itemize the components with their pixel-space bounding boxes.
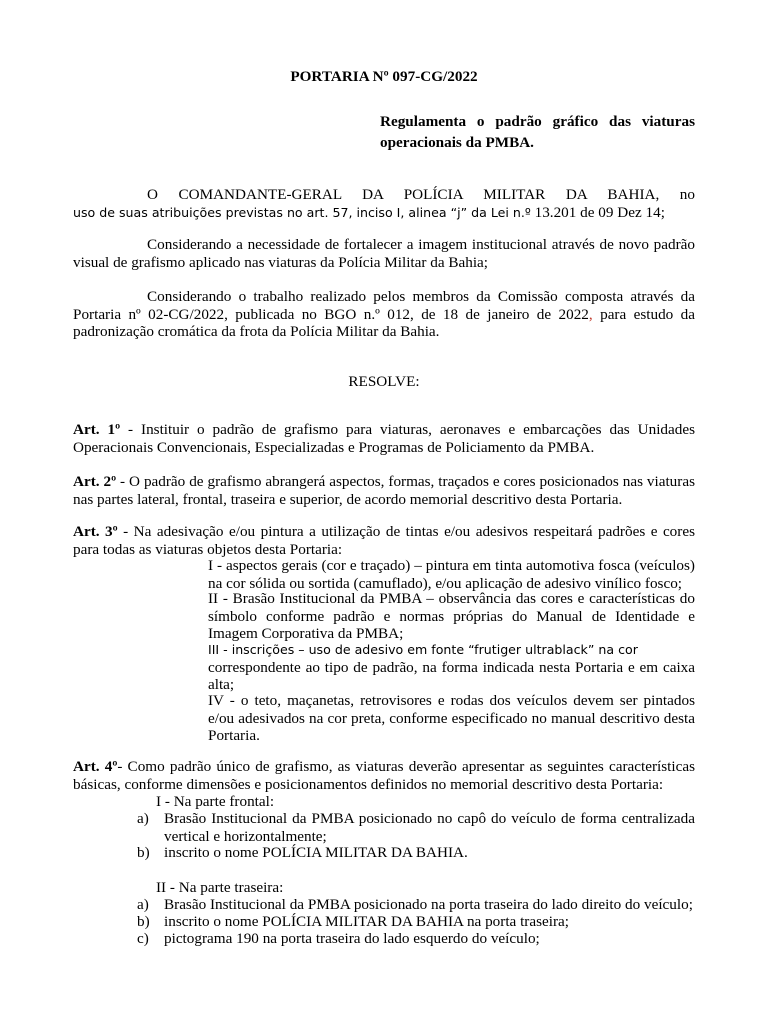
list-item-label: b) bbox=[137, 913, 150, 930]
article-3 bbox=[73, 523, 695, 558]
resolve-heading: RESOLVE: bbox=[348, 373, 420, 390]
article-3-label: Art. 3º bbox=[73, 523, 118, 540]
rear-section-heading: II - Na parte traseira: bbox=[156, 879, 284, 896]
article-2-label: Art. 2º bbox=[73, 473, 117, 490]
article-4-label: Art. 4º bbox=[73, 758, 118, 775]
ordinance-title: PORTARIA Nº 097-CG/2022 bbox=[290, 68, 478, 85]
considering-paragraph-1: Considerando a necessidade de fortalecer a imagem institucional através de novo padrão visual de grafismo aplicado nas viaturas da Polícia Militar da Bahia; bbox=[73, 236, 695, 271]
article-3-item-3-rest: correspondente ao tipo de padrão, na forma indicada nesta Portaria e em caixa alta; bbox=[208, 658, 695, 693]
article-3-text: - Na adesivação e/ou pintura a utilização de tintas e/ou adesivos respeitará padrões e cores para todas as viaturas objetos desta Portaria: bbox=[73, 523, 695, 558]
article-3-item-4: IV - o teto, maçanetas, retrovisores e rodas dos veículos devem ser pintados e/ou adesivados na cor preta, conforme especificado no manual descritivo desta Portaria. bbox=[208, 692, 695, 744]
list-item-label: a) bbox=[137, 810, 149, 827]
article-1-text: - Instituir o padrão de grafismo para viaturas, aeronaves e embarcações das Unidades Operacionais Convencionais, Especializadas e Programas de Policiamento da PMBA. bbox=[73, 421, 696, 456]
front-section-heading: I - Na parte frontal: bbox=[156, 793, 275, 810]
article-1-label: Art. 1º bbox=[73, 421, 121, 438]
considering-2-text-b: para estudo da padronização cromática da frota da Polícia Militar da Bahia. bbox=[73, 305, 695, 340]
article-4 bbox=[73, 758, 695, 793]
ordinance-summary: Regulamenta o padrão gráfico das viaturas operacionais da PMBA. bbox=[380, 113, 695, 151]
article-1 bbox=[73, 421, 695, 456]
considering-paragraph-2 bbox=[73, 288, 695, 341]
considering-2-comma: , bbox=[588, 305, 593, 323]
preamble-line-1: O COMANDANTE-GERAL DA POLÍCIA MILITAR DA BAHIA, no bbox=[147, 186, 695, 203]
preamble-line-2-mono: uso de suas atribuições previstas no art. 57, inciso I, alinea “j” da Lei n.º bbox=[73, 204, 531, 220]
list-item-text: inscrito o nome POLÍCIA MILITAR DA BAHIA. bbox=[164, 844, 468, 861]
list-item-label: b) bbox=[137, 844, 150, 861]
article-4-text: - Como padrão único de grafismo, as viaturas deverão apresentar as seguintes características básicas, conforme dimensões e posicionamentos definidos no memorial descritivo desta Portaria: bbox=[73, 758, 696, 793]
list-item-text: inscrito o nome POLÍCIA MILITAR DA BAHIA na porta traseira; bbox=[164, 913, 569, 930]
list-item-label: a) bbox=[137, 896, 149, 913]
list-item-text: Brasão Institucional da PMBA posicionado no capô do veículo de forma centralizada vertical e horizontalmente; bbox=[164, 810, 695, 845]
list-item-text: Brasão Institucional da PMBA posicionado na porta traseira do lado direito do veículo; bbox=[164, 896, 693, 913]
article-3-item-1: I - aspectos gerais (cor e traçado) – pintura em tinta automotiva fosca (veículos) na cor sólida ou sortida (camuflado), e/ou aplicação de adesivo vinílico fosco; bbox=[208, 557, 695, 592]
preamble-line-2 bbox=[73, 204, 695, 222]
article-3-item-3-mono: III - inscrições – uso de adesivo em fonte “frutiger ultrablack” na cor bbox=[208, 642, 638, 657]
preamble-line-2-rest: 13.201 de 09 Dez 14; bbox=[530, 203, 665, 221]
list-item-label: c) bbox=[137, 930, 149, 947]
article-2-text: - O padrão de grafismo abrangerá aspectos, formas, traçados e cores posicionados nas viaturas nas partes lateral, frontal, traseira e superior, de acordo memorial descritivo desta Portaria. bbox=[73, 473, 695, 508]
article-3-item-3-line-1 bbox=[208, 641, 695, 659]
preamble bbox=[73, 186, 695, 221]
article-3-item-2: II - Brasão Institucional da PMBA – observância das cores e características do símbolo conforme padrão e normas próprias do Manual de Identidade e Imagem Corporativa da PMBA; bbox=[208, 590, 695, 642]
considering-2-text-a: Considerando o trabalho realizado pelos membros da Comissão composta através da Portaria nº 02-CG/2022, publicada no BGO n.º 012, de 18 de janeiro de 2022 bbox=[73, 288, 695, 323]
article-2 bbox=[73, 473, 695, 508]
article-3-item-3 bbox=[208, 641, 695, 694]
list-item-text: pictograma 190 na porta traseira do lado esquerdo do veículo; bbox=[164, 930, 540, 947]
